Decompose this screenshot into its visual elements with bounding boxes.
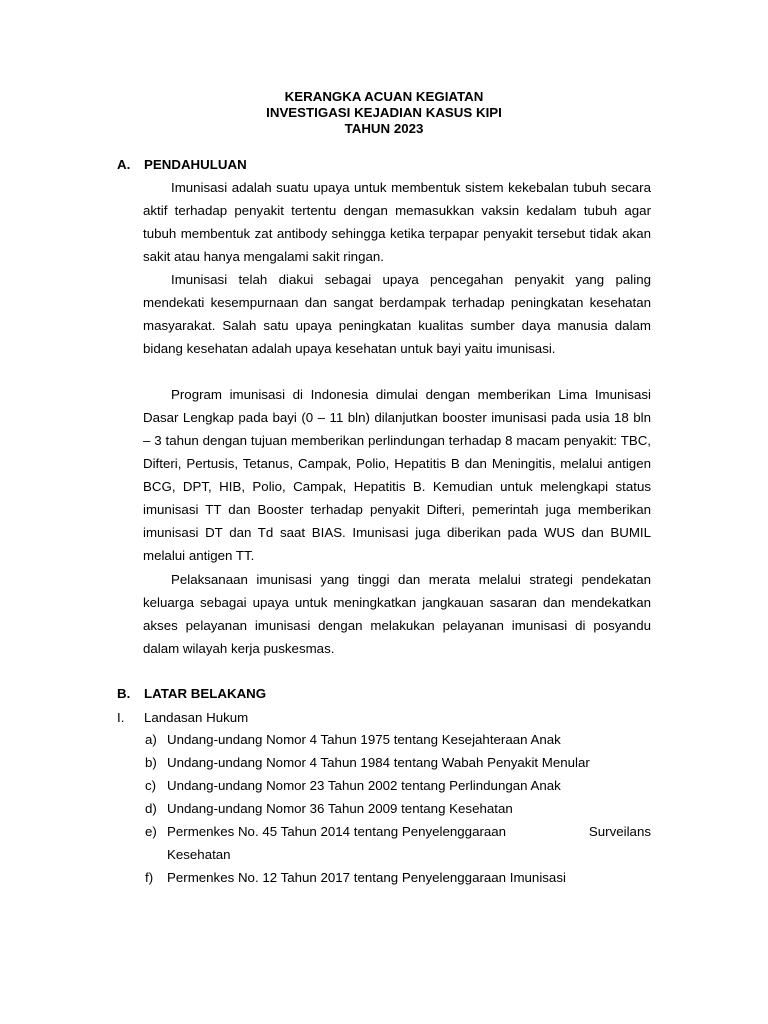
list-item-text: Permenkes No. 45 Tahun 2014 tentang Penyelenggaraan [167, 824, 507, 839]
section-a-paragraph-2: Imunisasi telah diakui sebagai upaya pencegahan penyakit yang paling mendekati kesempurnaan dan sangat berdampak terhadap peningkatan kesehatan masyarakat. Salah satu upaya peningkatan kualitas sumber daya manusia dalam bidang kesehatan adalah upaya kesehatan untuk bayi yaitu imunisasi. [143, 272, 651, 356]
section-b-heading [117, 686, 266, 702]
section-a-title: PENDAHULUAN [144, 157, 247, 172]
list-item-text-right: Surveilans [588, 824, 651, 839]
list-marker: a) [145, 732, 157, 747]
section-b-title: LATAR BELAKANG [144, 686, 267, 701]
list-item [145, 774, 651, 797]
section-a-paragraph-1: Imunisasi adalah suatu upaya untuk membentuk sistem kekebalan tubuh secara aktif terhadap penyakit tertentu dengan memasukkan vaksin kedalam tubuh agar tubuh membentuk zat antibody sehingga ketika terpapar penyakit tersebut tidak akan sakit atau hanya mengalami sakit ringan. [143, 180, 651, 264]
subsection-numeral: I. [117, 710, 125, 725]
list-marker: e) [145, 824, 157, 839]
list-item [145, 797, 651, 820]
list-item-text: Undang-undang Nomor 4 Tahun 1984 tentang Wabah Penyakit Menular [167, 755, 590, 770]
list-marker: f) [145, 870, 154, 885]
document-title-line-2: INVESTIGASI KEJADIAN KASUS KIPI [266, 105, 502, 120]
list-marker: d) [145, 801, 157, 816]
list-item-text: Undang-undang Nomor 36 Tahun 2009 tentang Kesehatan [167, 801, 513, 816]
subsection-title: Landasan Hukum [144, 710, 249, 725]
list-item-text-wrapped [167, 820, 651, 843]
section-a-heading [117, 157, 247, 173]
subsection-heading [117, 710, 248, 726]
list-item [145, 820, 651, 866]
section-a-paragraph-3: Program imunisasi di Indonesia dimulai dengan memberikan Lima Imunisasi Dasar Lengkap pada bayi (0 – 11 bln) dilanjutkan booster imunisasi pada usia 18 bln – 3 tahun dengan tujuan memberikan perlindungan terhadap 8 macam penyakit: TBC, Difteri, Pertusis, Tetanus, Campak, Polio, Hepatitis B dan Meningitis, melalui antigen BCG, DPT, HIB, Polio, Campak, Hepatitis B. Kemudian untuk melengkapi status imunisasi TT dan Booster terhadap penyakit Difteri, pemerintah juga memberikan imunisasi DT dan Td saat BIAS. Imunisasi juga diberikan pada WUS dan BUMIL melalui antigen TT. [143, 387, 651, 563]
document-title-line-3: TAHUN 2023 [344, 121, 424, 136]
list-marker: b) [145, 755, 157, 770]
section-a-paragraph-4: Pelaksanaan imunisasi yang tinggi dan merata melalui strategi pendekatan keluarga sebagai upaya untuk meningkatkan jangkauan sasaran dan mendekatkan akses pelayanan imunisasi dengan melakukan pelayanan imunisasi di posyandu dalam wilayah kerja puskesmas. [143, 572, 651, 656]
list-item [145, 866, 651, 889]
document-title-line-1: KERANGKA ACUAN KEGIATAN [284, 89, 484, 104]
section-a-letter: A. [117, 157, 131, 172]
list-item [145, 751, 651, 774]
list-marker: c) [145, 778, 157, 793]
list-item-text: Undang-undang Nomor 23 Tahun 2002 tentang Perlindungan Anak [167, 778, 561, 793]
list-item-continuation: Kesehatan [167, 847, 231, 862]
section-b-letter: B. [117, 686, 131, 701]
list-item [145, 728, 651, 751]
list-item-text: Undang-undang Nomor 4 Tahun 1975 tentang Kesejahteraan Anak [167, 732, 561, 747]
list-item-text: Permenkes No. 12 Tahun 2017 tentang Penyelenggaraan Imunisasi [167, 870, 566, 885]
